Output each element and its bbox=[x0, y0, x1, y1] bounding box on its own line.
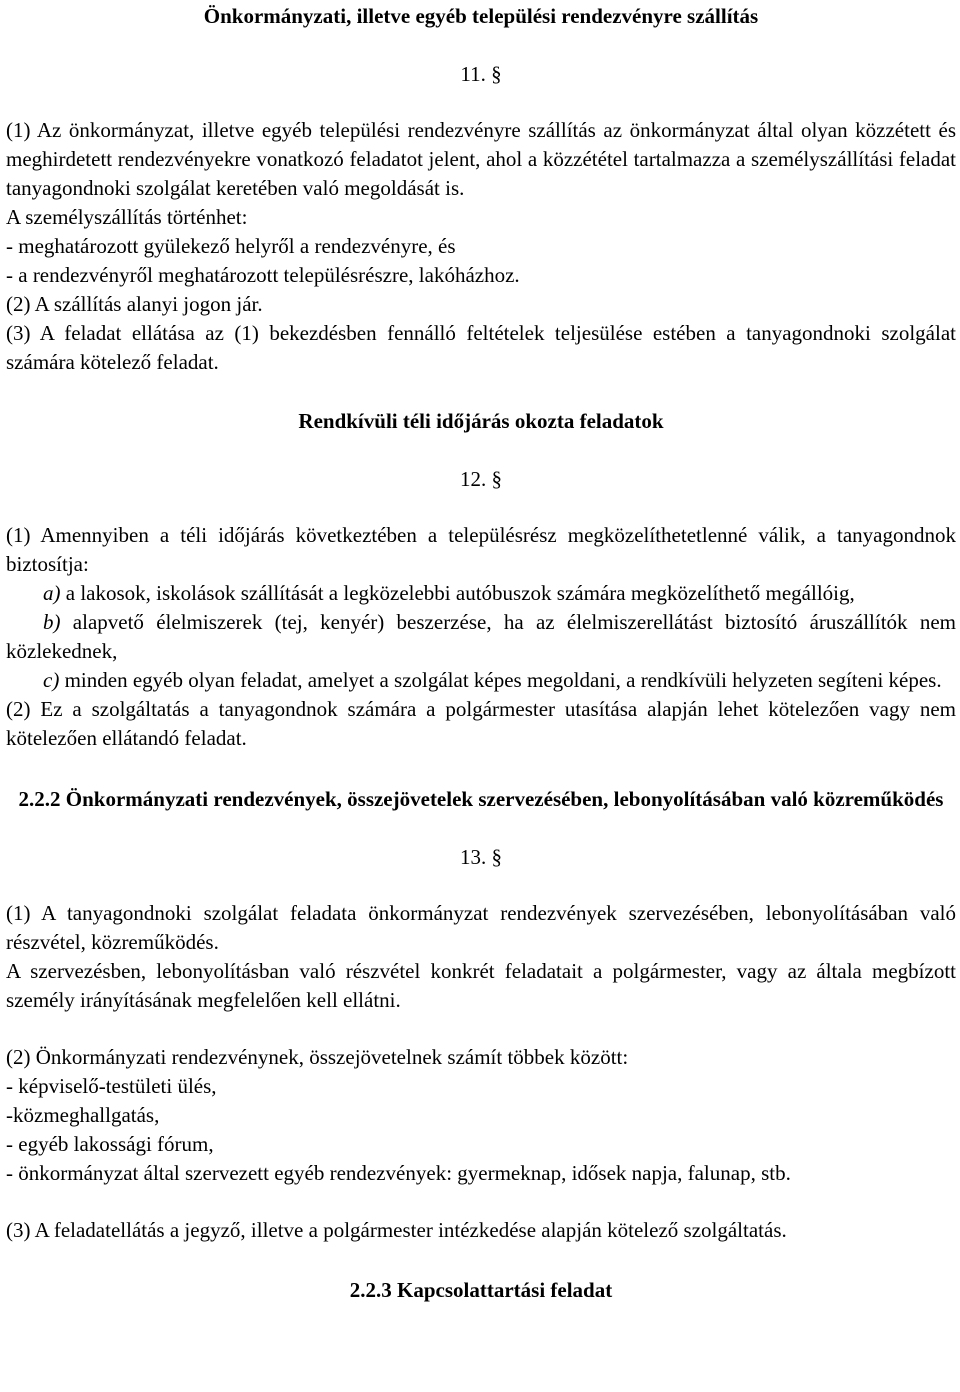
sec11-list-item-2: - a rendezvényről meghatározott településrészre, lakóházhoz. bbox=[6, 263, 520, 287]
sec12-item-a bbox=[6, 579, 956, 608]
sec13-list-item-2: -közmeghallgatás, bbox=[6, 1103, 160, 1127]
sec11-paragraph-2: A személyszállítás történhet: bbox=[6, 205, 248, 229]
item-a-marker: a) bbox=[43, 581, 61, 605]
item-b-text: alapvető élelmiszerek (tej, kenyér) beszerzése, ha az élelmiszerellátást biztosító áruszállítók nem közlekednek, bbox=[6, 610, 956, 663]
sec13-paragraph-3: (2) Önkormányzati rendezvénynek, összejövetelnek számít többek között: bbox=[6, 1045, 629, 1069]
paragraph-number-13: 13. § bbox=[460, 845, 502, 869]
sec13-paragraph-4: (3) A feladatellátás a jegyző, illetve a polgármester intézkedése alapján kötelező szolgáltatás. bbox=[6, 1218, 787, 1242]
item-c-marker: c) bbox=[43, 668, 60, 692]
sec12-paragraph-2: (2) Ez a szolgáltatás a tanyagondnok számára a polgármester utasítása alapján lehet kötelezően vagy nem kötelezően ellátandó feladat. bbox=[6, 697, 956, 750]
paragraph-number-12: 12. § bbox=[460, 467, 502, 491]
section-title-event-transport: Önkormányzati, illetve egyéb települési rendezvényre szállítás bbox=[203, 4, 759, 28]
sec12-item-b bbox=[6, 608, 956, 666]
sec11-paragraph-3: (2) A szállítás alanyi jogon jár. bbox=[6, 292, 263, 316]
sec13-paragraph-2: A szervezésben, lebonyolításban való részvétel konkrét feladatait a polgármester, vagy az általa megbízott személy irányításának megfelelően kell ellátni. bbox=[6, 959, 956, 1012]
sec12-paragraph-1: (1) Amennyiben a téli időjárás következtében a településrész megközelíthetetlenné válik, a tanyagondnok biztosítja: bbox=[6, 523, 956, 576]
sec13-list-item-1: - képviselő-testületi ülés, bbox=[6, 1074, 217, 1098]
sec13-paragraph-1: (1) A tanyagondnoki szolgálat feladata önkormányzat rendezvények szervezésében, lebonyolításában való részvétel, közreműködés. bbox=[6, 901, 956, 954]
document-page bbox=[6, 0, 956, 1305]
paragraph-number-11: 11. § bbox=[460, 62, 502, 86]
sec13-list-item-3: - egyéb lakossági fórum, bbox=[6, 1132, 214, 1156]
section-title-winter-weather: Rendkívüli téli időjárás okozta feladatok bbox=[298, 409, 664, 433]
sec13-list-item-4: - önkormányzat által szervezett egyéb rendezvények: gyermeknap, idősek napja, falunap, stb. bbox=[6, 1161, 791, 1185]
sec11-paragraph-1: (1) Az önkormányzat, illetve egyéb települési rendezvényre szállítás az önkormányzat által olyan közzétett és meghirdetett rendezvényekre vonatkozó feladatot jelent, ahol a közzététel tartalmazza a személyszállítási feladat tanyagondnoki szolgálat keretében való megoldását is. bbox=[6, 118, 956, 200]
sec12-item-c bbox=[6, 666, 956, 695]
item-c-text: minden egyéb olyan feladat, amelyet a szolgálat képes megoldani, a rendkívüli helyzeten segíteni képes. bbox=[59, 668, 942, 692]
item-b-marker: b) bbox=[43, 610, 61, 634]
section-title-222: 2.2.2 Önkormányzati rendezvények, összejövetelek szervezésében, lebonyolításában való közreműködés bbox=[18, 787, 944, 811]
sec11-list-item-1: - meghatározott gyülekező helyről a rendezvényre, és bbox=[6, 234, 456, 258]
sec11-paragraph-4: (3) A feladat ellátása az (1) bekezdésben fennálló feltételek teljesülése estében a tanyagondnoki szolgálat számára kötelező feladat. bbox=[6, 321, 956, 374]
section-title-223: 2.2.3 Kapcsolattartási feladat bbox=[349, 1278, 613, 1302]
item-a-text: a lakosok, iskolások szállítását a legközelebbi autóbuszok számára megközelíthető megállóig, bbox=[60, 581, 855, 605]
